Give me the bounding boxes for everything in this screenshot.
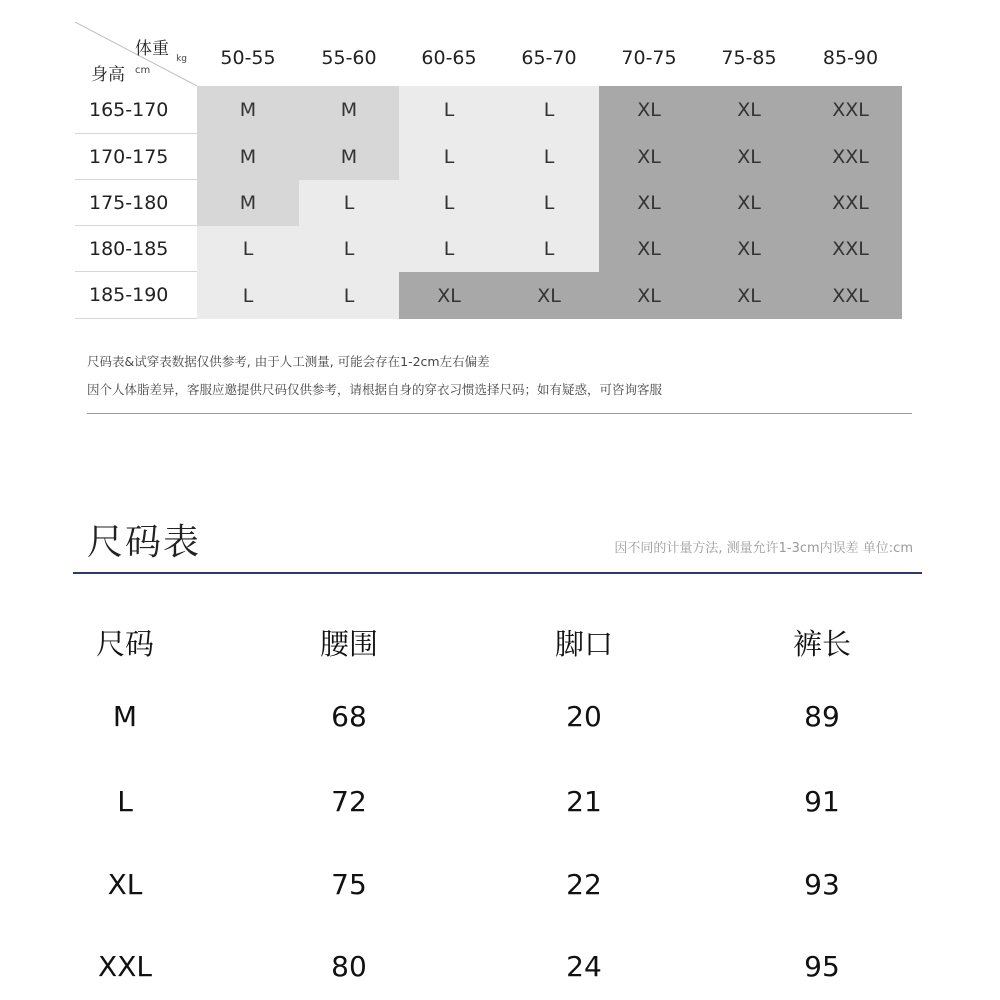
size-cell: M [197,86,299,134]
size-cell: XL [699,134,799,180]
size-chart-value: 75 [331,868,367,901]
weight-column-header: 55-60 [321,47,377,69]
size-cell: L [399,134,499,180]
size-chart-value: 20 [566,700,602,733]
size-chart-value: 80 [331,950,367,983]
grid-corner-header [75,22,197,86]
height-axis-unit: cm [135,65,151,76]
size-chart-column-header: 腰围 [319,627,378,661]
weight-column-header: 85-90 [822,47,879,69]
size-cell: L [499,86,599,134]
size-cell: XL [599,226,699,272]
size-cell: XL [599,134,699,180]
size-cell: XL [699,180,799,226]
size-cell: XL [699,272,799,319]
size-cell: L [197,226,299,272]
size-cell: XXL [799,134,902,180]
size-chart-value: 91 [804,785,840,818]
size-cell: M [299,86,399,134]
size-chart-value: 21 [566,785,602,818]
size-chart-value: 72 [331,785,367,818]
weight-column-header: 60-65 [421,47,477,69]
size-cell: M [197,180,299,226]
size-chart-value: 89 [804,700,840,733]
size-cell: L [399,226,499,272]
size-chart-column-header: 脚口 [554,627,613,661]
size-cell: L [499,226,599,272]
size-cell: XXL [799,180,902,226]
notes-divider [87,413,912,414]
size-recommendation-grid [75,22,902,319]
size-chart-note: 因不同的计量方法, 测量允许1-3cm内误差 单位:cm [614,541,913,556]
size-chart-title: 尺码表 [87,522,202,563]
size-cell: XL [599,180,699,226]
weight-column-header: 50-55 [220,47,276,69]
size-cell: L [299,226,399,272]
height-row-header: 180-185 [75,226,197,272]
size-chart-size-label: XL [107,868,143,901]
weight-column-header: 75-85 [721,47,777,69]
size-cell: XXL [799,272,902,319]
weight-column-header: 70-75 [621,47,677,69]
size-cell: XL [399,272,499,319]
size-cell: XL [699,86,799,134]
size-chart-size-label: M [112,700,138,733]
size-cell: L [299,272,399,319]
height-axis-label: 身高 [91,65,125,85]
size-cell: XXL [799,226,902,272]
size-chart-value: 68 [331,700,367,733]
size-chart-size-label: XXL [98,950,152,983]
size-chart-value: 95 [804,950,840,983]
disclaimer-line-2: 因个人体脂差异，客服应邀提供尺码仅供参考，请根据自身的穿衣习惯选择尺码；如有疑惑，可咨询客服 [87,382,663,397]
size-cell: XL [699,226,799,272]
height-row-header: 165-170 [75,86,197,134]
weight-axis-label: 体重 [135,39,169,59]
size-chart-value: 24 [566,950,602,983]
size-cell: XL [499,272,599,319]
disclaimer-line-1: 尺码表&试穿表数据仅供参考, 由于人工测量, 可能会存在1-2cm左右偏差 [87,354,490,369]
size-cell: L [299,180,399,226]
size-cell: L [499,180,599,226]
size-chart-column-header: 裤长 [792,627,851,661]
height-row-header: 175-180 [75,180,197,226]
size-cell: XL [599,86,699,134]
size-chart-value: 22 [566,868,602,901]
size-cell: XL [599,272,699,319]
size-chart-column-header: 尺码 [95,627,154,661]
size-chart-size-label: L [117,785,133,818]
size-cell: L [197,272,299,319]
size-cell: L [499,134,599,180]
height-row-header: 170-175 [75,134,197,180]
size-cell: XXL [799,86,902,134]
weight-column-header: 65-70 [521,47,577,69]
size-cell: L [399,180,499,226]
size-cell: M [299,134,399,180]
size-cell: L [399,86,499,134]
size-chart-value: 93 [804,868,840,901]
size-cell: M [197,134,299,180]
size-chart-divider [73,572,922,574]
weight-axis-unit: kg [176,54,187,64]
height-row-header: 185-190 [75,272,197,319]
